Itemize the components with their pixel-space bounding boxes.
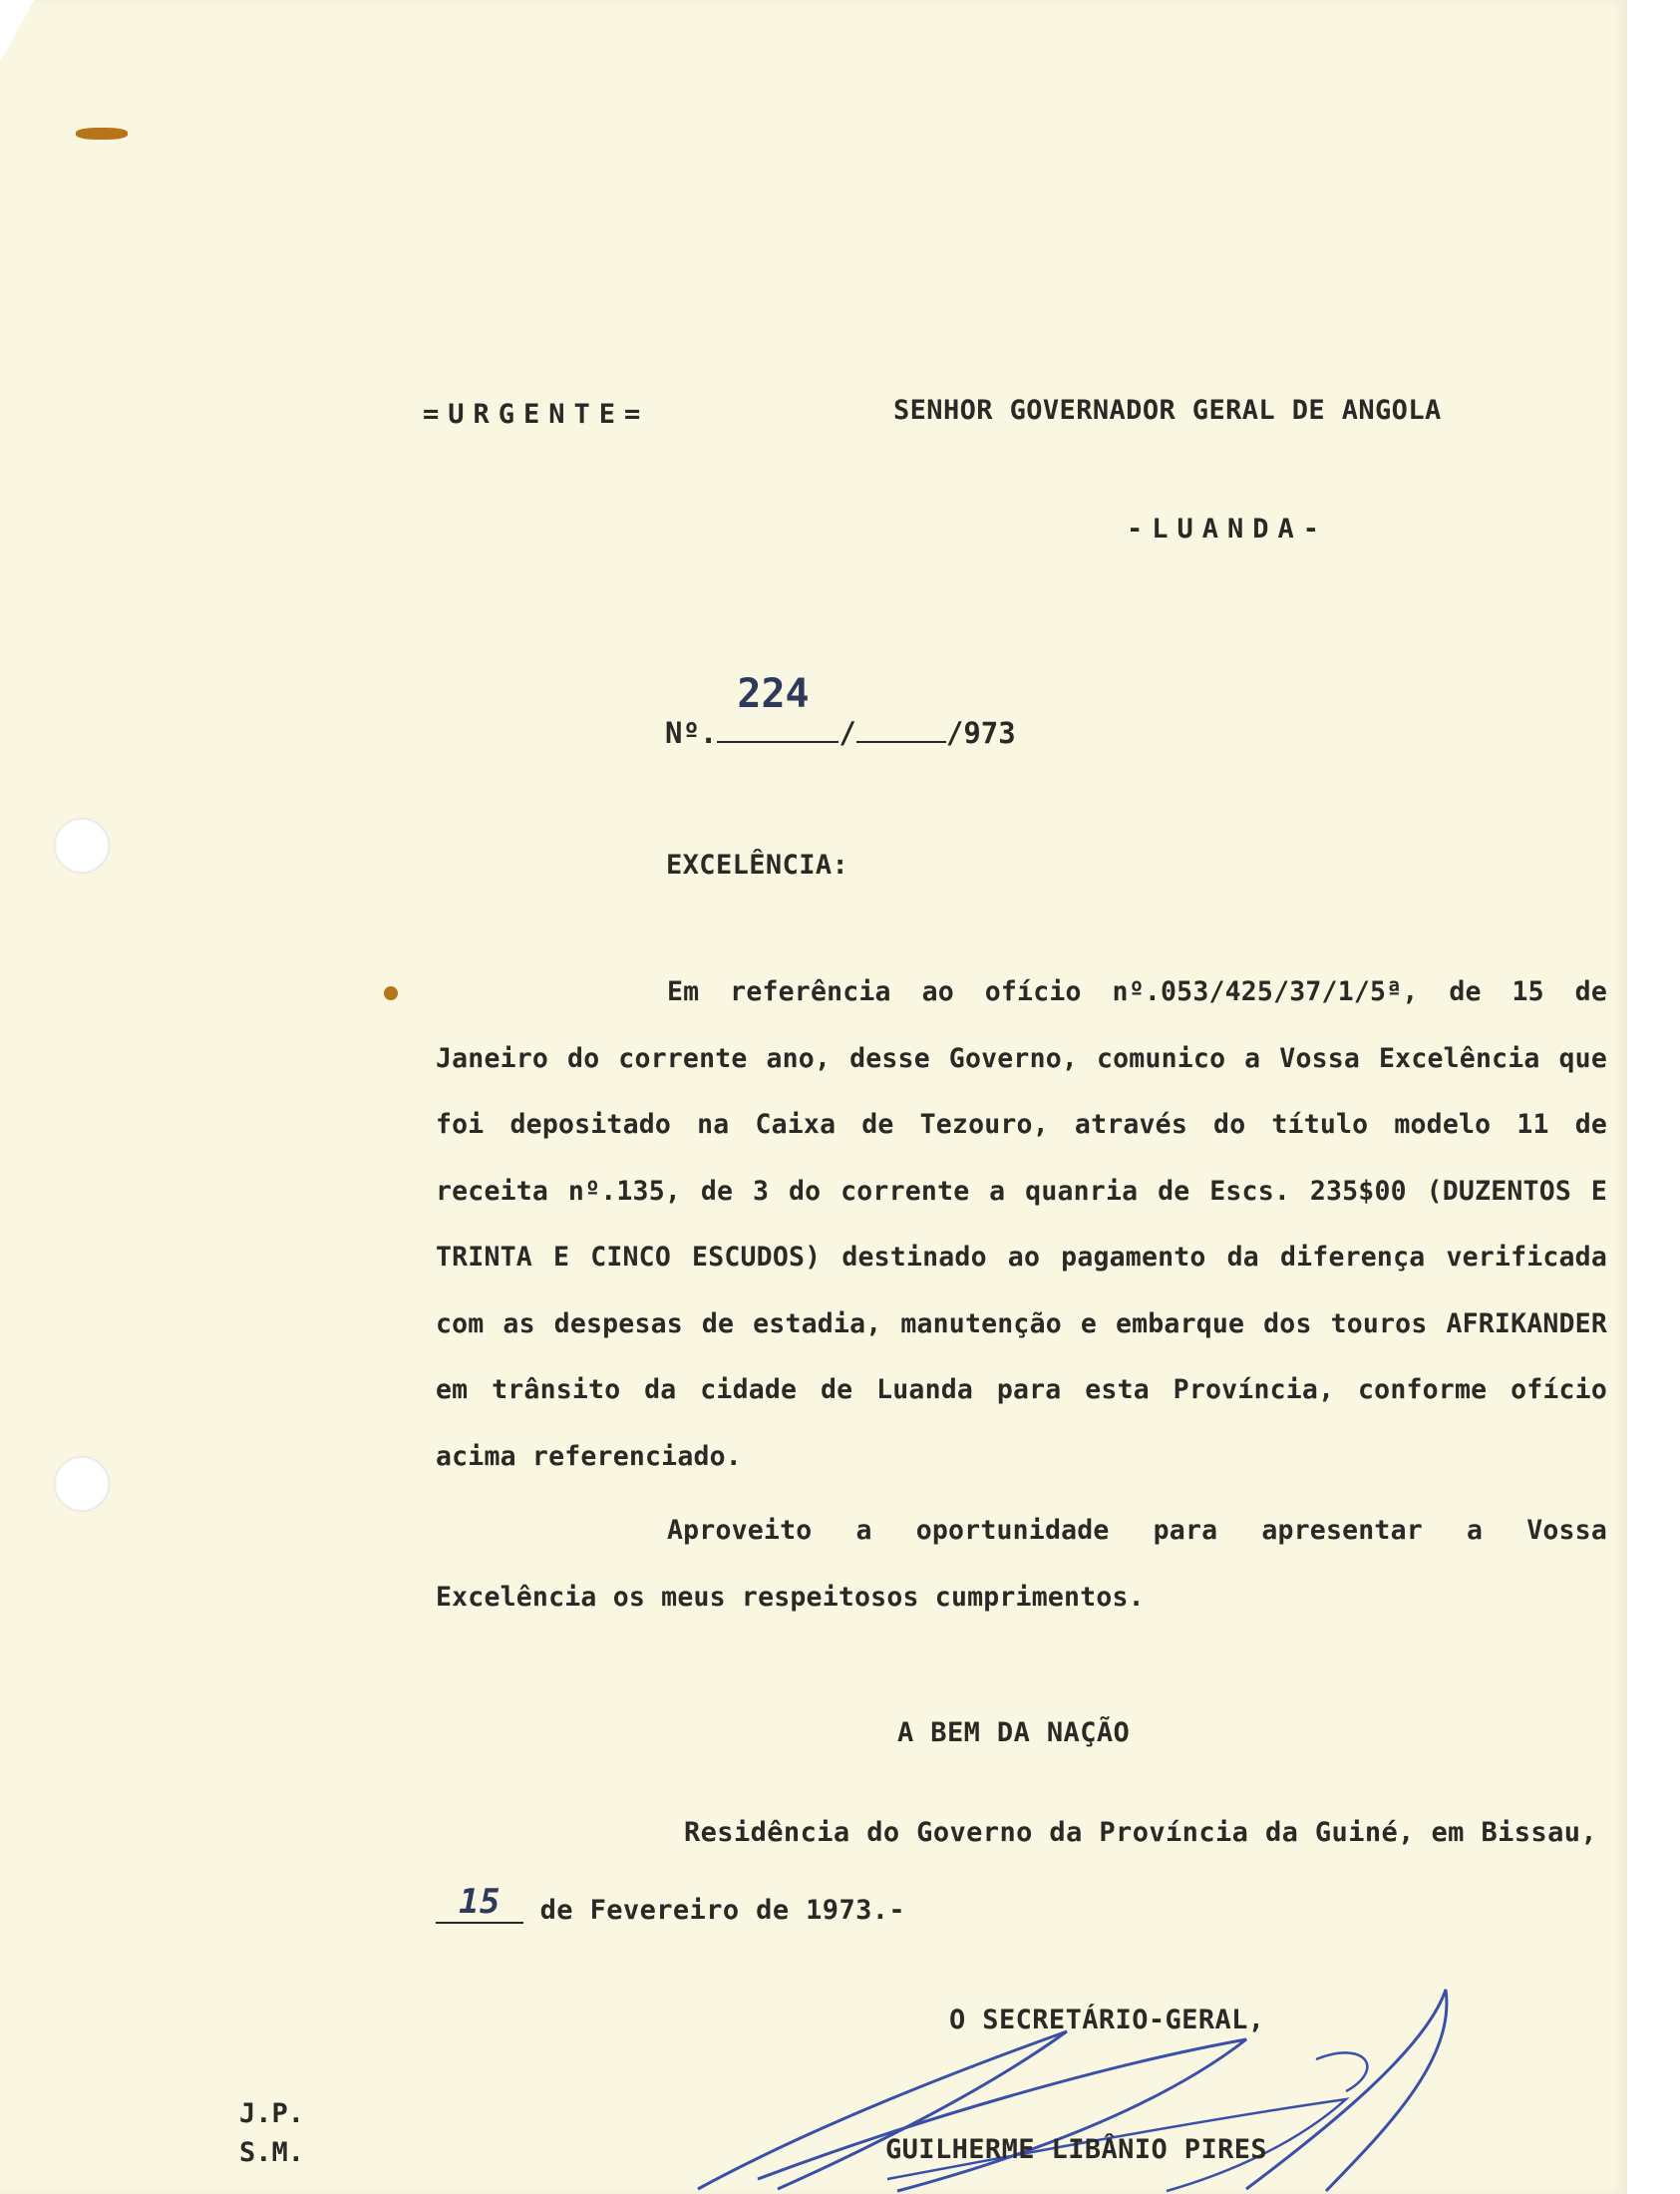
reference-year: /973: [945, 716, 1016, 750]
signatory-name: GUILHERME LIBÂNIO PIRES: [885, 2134, 1268, 2165]
salutation: EXCELÊNCIA:: [666, 850, 849, 881]
reference-blank: [856, 713, 946, 743]
date-rest: de Fevereiro de 1973.-: [539, 1895, 906, 1926]
signatory-title: O SECRETÁRIO-GERAL,: [949, 2005, 1265, 2035]
date-line: [436, 1882, 906, 1930]
place-line: Residência do Governo da Província da Guiné, em Bissau,: [684, 1817, 1598, 1848]
closing-formula: A BEM DA NAÇÃO: [897, 1717, 1131, 1748]
stain-mark: [76, 128, 128, 140]
stain-dot: [384, 986, 398, 1000]
body-paragraph-2: Aproveito a oportunidade para apresentar a Vossa Excelência os meus respeitosos cumprimentos.: [436, 1515, 1607, 1613]
punch-hole-bottom: [54, 1456, 110, 1512]
initials-line: J.P.: [239, 2098, 305, 2129]
addressee-city: -LUANDA-: [1127, 514, 1329, 545]
handwritten-day: 15: [436, 1882, 523, 1924]
urgency-label: =URGENTE=: [423, 399, 650, 430]
reference-prefix: Nº.: [665, 716, 718, 750]
reference-number-field: [717, 671, 839, 743]
body-paragraph-1: Em referência ao ofício nº.053/425/37/1/5ª, de 15 de Janeiro do corrente ano, desse Governo, comunico a Vossa Excelência que foi depositado na Caixa de Tezouro, através do título modelo 11 de receita nº.135, de 3 do corrente a quanria de Escs. 235$00 (DUZENTOS E TRINTA E CINCO ESCUDOS) destinado ao pagamento da diferença verificada com as despesas de estadia, manutenção e embarque dos touros AFRIKANDER em trânsito da cidade de Luanda para esta Província, conforme ofício acima referenciado.: [436, 976, 1607, 1472]
folded-corner: [0, 0, 34, 62]
handwritten-reference-number: 224: [737, 671, 810, 717]
initials-line: S.M.: [239, 2137, 305, 2168]
typist-initials: [239, 2094, 304, 2172]
reference-number: Nº. 224 / /973: [665, 671, 1016, 750]
punch-hole-top: [54, 818, 110, 874]
addressee: SENHOR GOVERNADOR GERAL DE ANGOLA: [893, 395, 1442, 426]
